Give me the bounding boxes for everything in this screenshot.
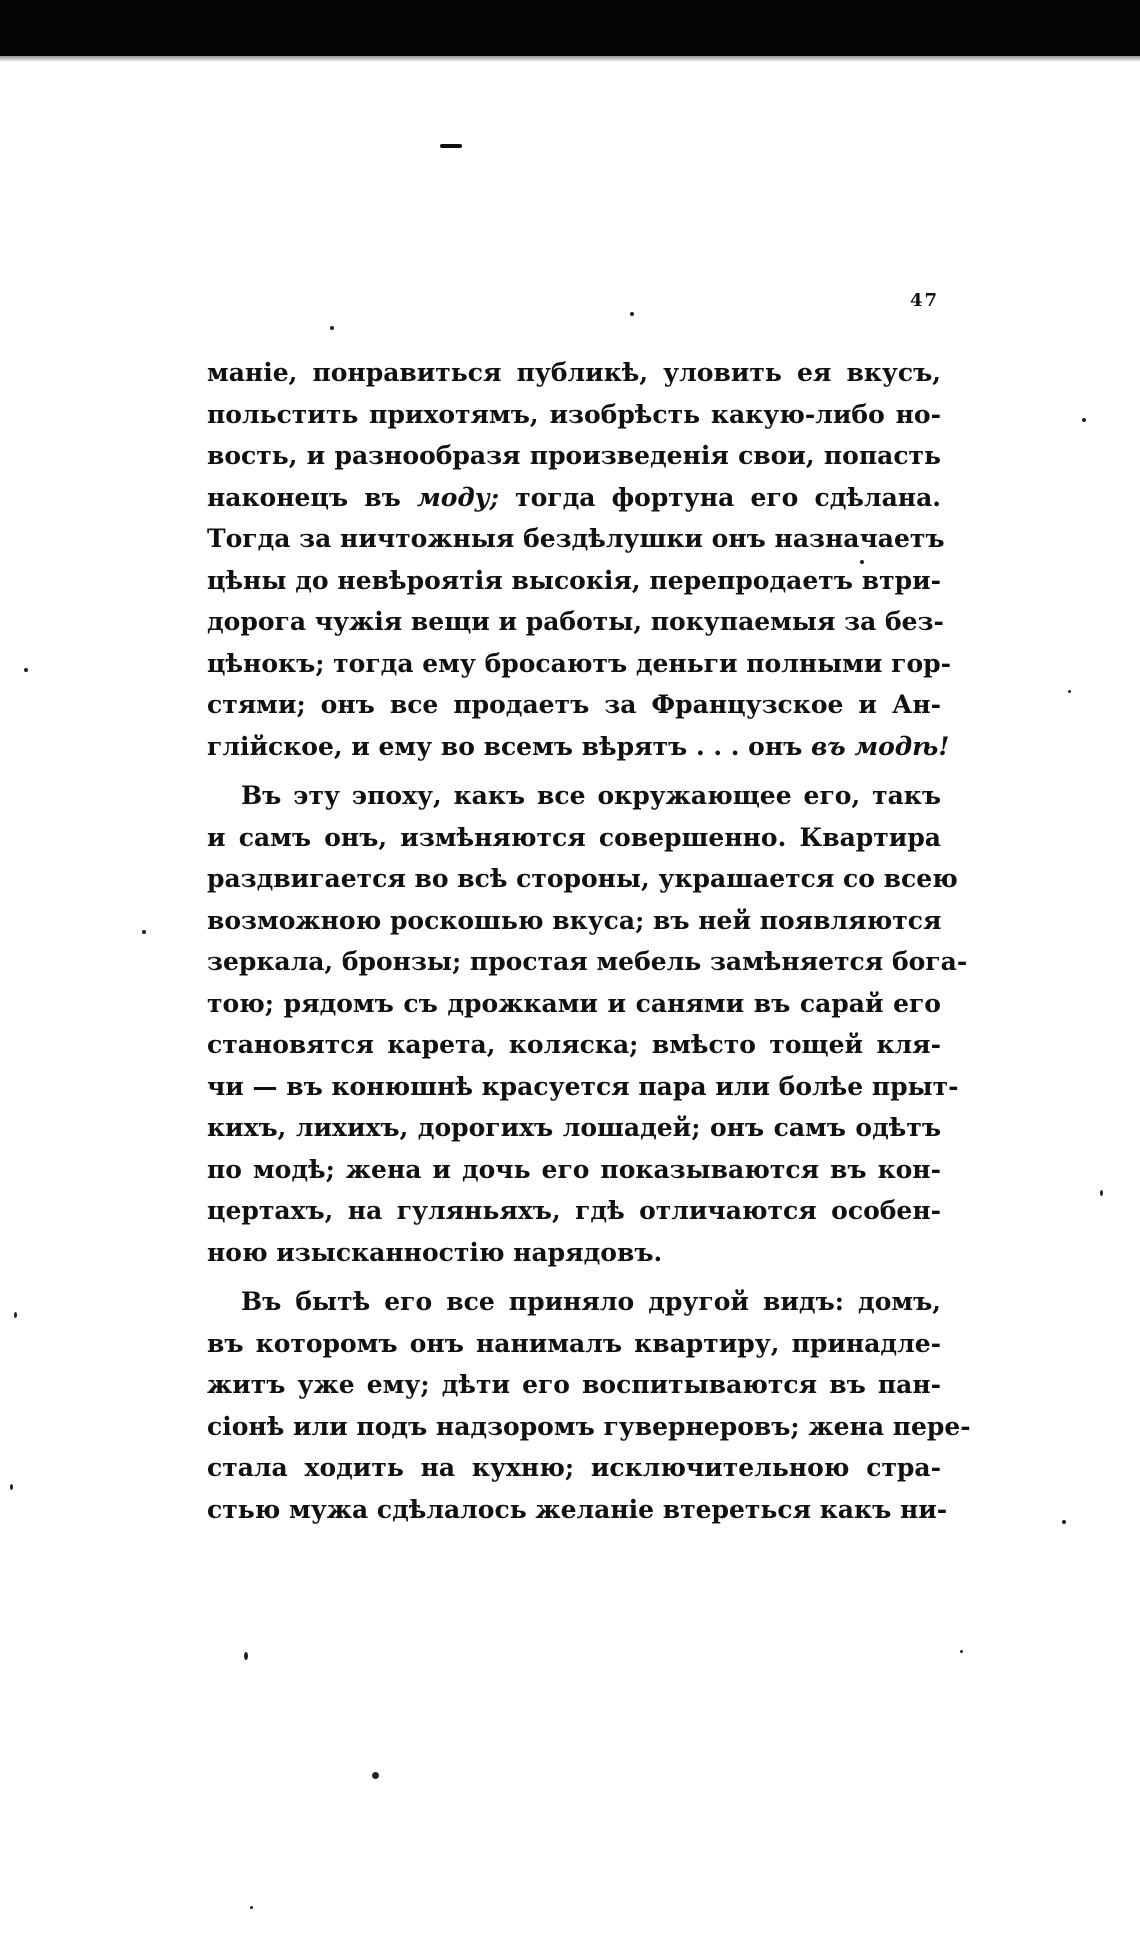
text-line: ною изысканностію нарядовъ. [207, 1237, 663, 1267]
scan-speck [1100, 1190, 1103, 1196]
scan-speck [14, 1312, 17, 1318]
text-line: по модѣ; жена и дочь его показываются въ кон- [207, 1154, 941, 1184]
text-line: Въ бытѣ его все приняло другой видъ: домъ, [241, 1287, 941, 1316]
text-line: маніе, понравиться публикѣ, уловить ея вкусъ, [207, 358, 941, 387]
text-line: тою; рядомъ съ дрожками и санями въ сарай его [207, 988, 941, 1018]
text-line: польстить прихотямъ, изобрѣсть какую-либо но- [207, 399, 941, 429]
scan-speck [250, 1906, 253, 1909]
scan-speck [142, 930, 146, 934]
scan-speck [1062, 1520, 1066, 1524]
text-span: глійское, и ему во всемъ вѣрятъ . . . онъ [207, 731, 812, 761]
text-line: цертахъ, на гуляньяхъ, гдѣ отличаются особен- [207, 1196, 941, 1225]
text-line: стала ходить на кухню; исключительною стра- [207, 1453, 941, 1482]
text-line: Тогда за ничтожныя бездѣлушки онъ назначаетъ [207, 524, 945, 553]
scan-speck [630, 312, 634, 316]
paragraph [207, 1281, 971, 1530]
text-line: раздвигается во всѣ стороны, украшается со всею [207, 864, 958, 893]
text-line [207, 477, 941, 519]
scan-speck [1068, 690, 1071, 693]
text-line: и самъ онъ, измѣняются совершенно. Квартира [207, 822, 941, 852]
scan-speck [960, 1650, 963, 1653]
scan-speck [244, 1652, 248, 1660]
text-line [207, 726, 950, 768]
text-line: житъ уже ему; дѣти его воспитываются въ пан- [207, 1370, 941, 1399]
text-line: въ которомъ онъ нанималъ квартиру, принадле- [207, 1328, 941, 1358]
italic-emphasis: въ модѣ! [811, 731, 950, 761]
scan-speck [10, 1484, 13, 1490]
ink-mark [440, 144, 462, 148]
scan-speck [372, 1772, 379, 1779]
text-line: становятся карета, коляска; вмѣсто тощей кля- [207, 1030, 941, 1059]
text-line: дорога чужія вещи и работы, покупаемыя за без- [207, 607, 944, 636]
scan-speck [330, 326, 334, 330]
scan-top-shadow-edge [0, 48, 1140, 62]
text-line: сіонѣ или подъ надзоромъ гувернеровъ; жена пере- [207, 1411, 971, 1441]
text-line: стью мужа сдѣлалось желаніе втереться какъ ни- [207, 1494, 948, 1524]
text-line: стями; онъ все продаетъ за Французское и Ан- [207, 690, 941, 719]
text-line: зеркала, бронзы; простая мебель замѣняется бога- [207, 947, 968, 976]
scan-speck [1082, 418, 1086, 422]
paragraph [207, 352, 951, 767]
text-line: Въ эту эпоху, какъ все окружающее его, такъ [241, 781, 941, 810]
paragraph-gap [207, 767, 941, 775]
text-span: наконецъ въ [207, 482, 417, 512]
page-number: 47 [910, 290, 940, 311]
page-body-text [207, 352, 971, 1530]
text-span: тогда фортуна его сдѣлана. [498, 482, 941, 512]
text-line: вость, и разнообразя произведенія свои, попасть [207, 441, 941, 470]
paragraph [207, 775, 968, 1273]
italic-emphasis: моду; [416, 482, 499, 512]
scan-speck [860, 560, 864, 564]
text-line: кихъ, лихихъ, дорогихъ лошадей; онъ самъ одѣтъ [207, 1113, 941, 1142]
text-line: возможною роскошью вкуса; въ ней появляются [207, 905, 942, 935]
scan-speck [24, 668, 28, 672]
text-line: цѣны до невѣроятія высокія, перепродаетъ втри- [207, 565, 941, 595]
text-line: цѣнокъ; тогда ему бросаютъ деньги полными гор- [207, 648, 951, 678]
paragraph-gap [207, 1273, 941, 1281]
text-line: чи — въ конюшнѣ красуется пара или болѣе прыт- [207, 1071, 959, 1101]
